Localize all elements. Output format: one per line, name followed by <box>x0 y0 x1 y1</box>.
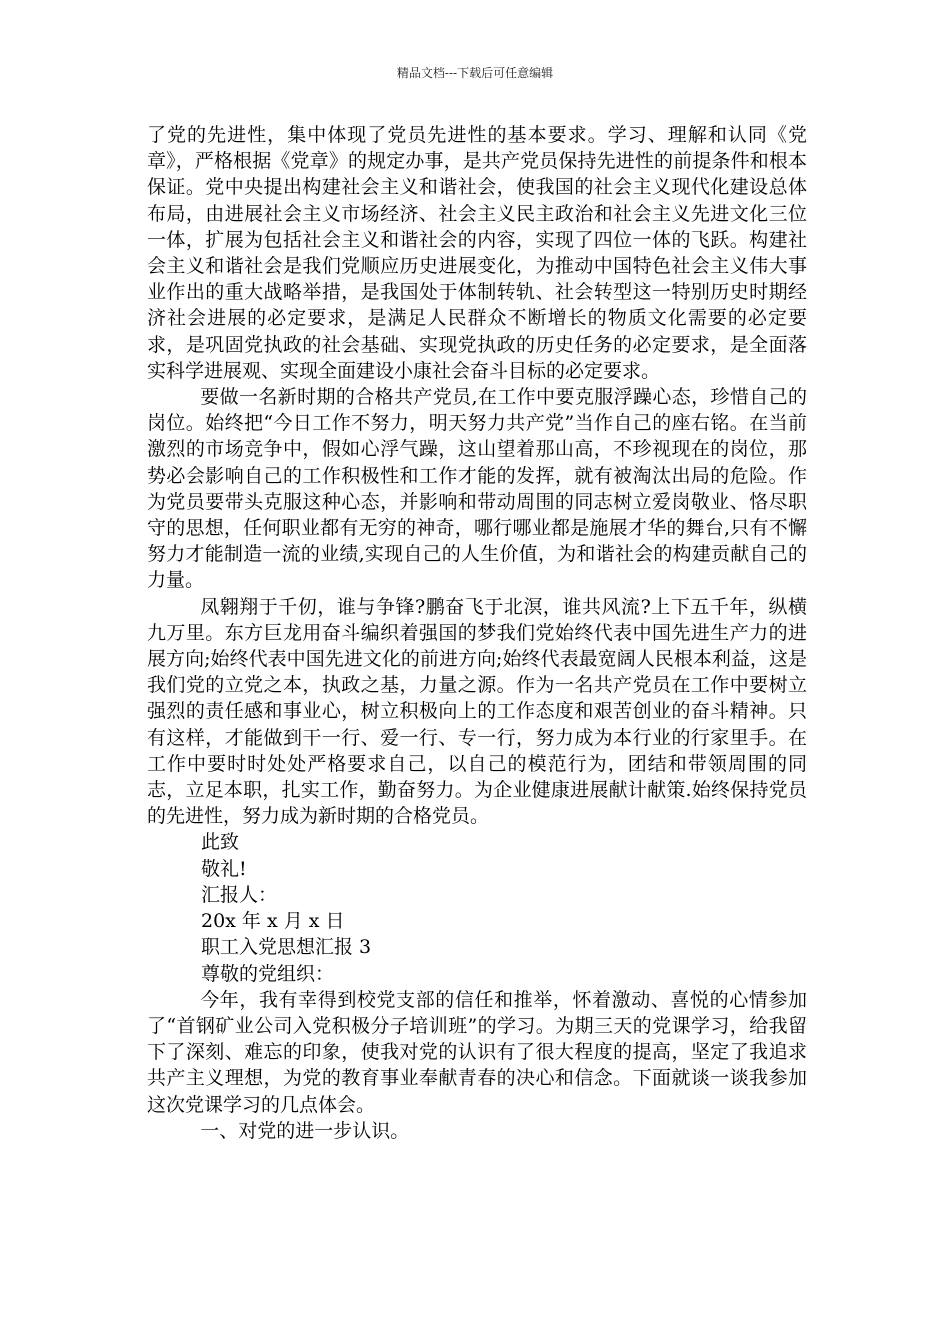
paragraph-3: 凤翱翔于千仞，谁与争锋?鹏奋飞于北溟，谁共风流?上下五千年，纵横九万里。东方巨龙用奋斗编织着强国的梦我们党始终代表中国先进生产力的进展方向;始终代表中国先进文化的前进方向;始终代表最宽阔人民根本利益，这是我们党的立党之本，执政之基，力量之源。作为一名共产党员在工作中要树立强烈的责任感和事业心，树立积极向上的工作态度和艰苦创业的奋斗精神。只有这样，才能做到干一行、爱一行、专一行，努力成为本行业的行家里手。在工作中要时时处处严格要求自己，以自己的模范行为，团结和带领周围的同志，立足本职，扎实工作，勤奋努力。为企业健康进展献计献策.始终保持党员的先进性，努力成为新时期的合格党员。 <box>147 595 807 828</box>
section-heading-1: 一、对党的进一步认识。 <box>200 1119 410 1142</box>
closing-line-2: 敬礼! <box>201 857 247 880</box>
report-date: 20x 年 x 月 x 日 <box>201 910 345 933</box>
document-body <box>147 122 807 1144</box>
paragraph-1: 了党的先进性，集中体现了党员先进性的基本要求。学习、理解和认同《党章》，严格根据《党章》的规定办事，是共产党员保持先进性的前提条件和根本保证。党中央提出构建社会主义和谐社会，使我国的社会主义现代化建设总体布局，由进展社会主义市场经济、社会主义民主政治和社会主义先进文化三位一体，扩展为包括社会主义和谐社会的内容，实现了四位一体的飞跃。构建社会主义和谐社会是我们党顺应历史进展变化，为推动中国特色社会主义伟大事业作出的重大战略举措，是我国处于体制转轨、社会转型这一特别历史时期经济社会进展的必定要求，是满足人民群众不断增长的物质文化需要的必定要求，是巩固党执政的社会基础、实现党执政的历史任务的必定要求，是全面落实科学进展观、实现全面建设小康社会奋斗目标的必定要求。 <box>147 124 807 382</box>
reporter-label: 汇报人： <box>201 883 278 906</box>
paragraph-2: 要做一名新时期的合格共产党员,在工作中要克服浮躁心态，珍惜自己的岗位。始终把“今日工作不努力，明天努力共产党”当作自己的座右铭。在当前激烈的市场竞争中，假如心浮气躁，这山望着那山高，不珍视现在的岗位，那势必会影响自己的工作积极性和工作才能的发挥，就有被淘汰出局的危险。作为党员要带头克服这种心态，并影响和带动周围的同志树立爱岗敬业、恪尽职守的思想，任何职业都有无穷的神奇，哪行哪业都是施展才华的舞台,只有不懈努力才能制造一流的业绩,实现自己的人生价值，为和谐社会的构建贡献自己的力量。 <box>147 386 807 592</box>
page-header: 精品文档---下载后可任意编辑 <box>396 66 554 80</box>
salutation: 尊敬的党组织： <box>201 962 335 985</box>
next-report-title: 职工入党思想汇报 3 <box>201 936 372 959</box>
closing-line-1: 此致 <box>201 831 240 854</box>
paragraph-4: 今年，我有幸得到校党支部的信任和推举，怀着激动、喜悦的心情参加了“首钢矿业公司入党积极分子培训班”的学习。为期三天的党课学习，给我留下了深刻、难忘的印象，使我对党的认识有了很大程度的提高，坚定了我追求共产主义理想，为党的教育事业奉献青春的决心和信念。下面就谈一谈我参加这次党课学习的几点体会。 <box>147 988 807 1116</box>
